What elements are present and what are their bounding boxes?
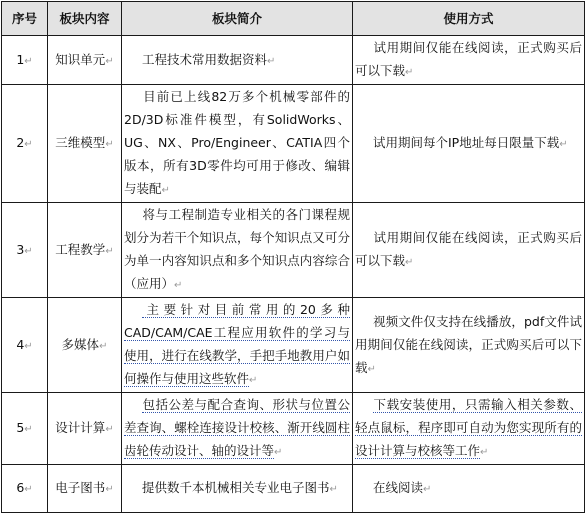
row-number-text: 4	[16, 336, 25, 352]
row-intro: 提供数千本机械相关专业电子图书↵	[122, 465, 353, 513]
row-usage: 视频文件仅支持在线播放，pdf文件试用期间仅能在线阅读，正式购买后可以下载↵	[353, 298, 585, 393]
row-number: 3↵	[2, 203, 48, 298]
row-module-text: 多媒体	[61, 336, 100, 352]
row-module: 工程教学↵	[48, 203, 122, 298]
table-header-row	[2, 2, 585, 36]
row-module-text: 电子图书	[55, 480, 106, 495]
row-number: 4↵	[2, 298, 48, 393]
row-module-text: 三维模型	[55, 135, 106, 150]
row-number-text: 1	[16, 51, 25, 67]
row-usage-text: 试用期间每个IP地址每日限量下载	[373, 135, 560, 150]
row-number-text: 5	[16, 420, 25, 435]
row-intro-text: 提供数千本机械相关专业电子图书	[142, 480, 330, 495]
row-intro: 目前已上线82万多个机械零部件的2D/3D标准件模型，有SolidWorks、UG、NX、Pro/Engineer、CATIA四个版本，所有3D零件均可用于修改、编辑与装配↵	[122, 85, 353, 203]
row-module: 多媒体↵	[48, 298, 122, 393]
row-number-text: 2	[16, 135, 25, 150]
row-usage-text: 下载安装使用，只需输入相关参数、轻点鼠标，程序即可自动为您实现所有的设计计算与校核等工作	[355, 397, 582, 458]
resource-table	[1, 1, 585, 513]
row-intro-text: 包括公差与配合查询、形状与位置公差查询、螺栓连接设计校核、渐开线圆柱齿轮传动设计、轴的设计等	[124, 397, 350, 458]
row-number: 5↵	[2, 393, 48, 465]
table-row	[2, 85, 585, 203]
row-intro-text: 主要针对目前常用的20多种CAD/CAM/CAE工程应用软件的学习与使用，进行在线教学，手把手地教用户如何操作与使用这些软件	[124, 302, 350, 386]
row-intro: 包括公差与配合查询、形状与位置公差查询、螺栓连接设计校核、渐开线圆柱齿轮传动设计、轴的设计等↵	[122, 393, 353, 465]
table-row	[2, 36, 585, 85]
row-module: 三维模型↵	[48, 85, 122, 203]
row-intro-text: 目前已上线82万多个机械零部件的2D/3D标准件模型，有SolidWorks、UG、NX、Pro/Engineer、CATIA四个版本，所有3D零件均可用于修改、编辑与装配	[124, 89, 350, 196]
header-serial-number: 序号	[2, 2, 48, 36]
row-usage-text: 试用期间仅能在线阅读，正式购买后可以下载	[355, 40, 582, 78]
row-module-text: 知识单元	[55, 51, 106, 67]
table-row	[2, 465, 585, 513]
row-intro-text: 将与工程制造专业相关的各门课程规划分为若干个知识点，每个知识点又可分为单一内容知识点和多个知识点内容综合（应用）	[124, 207, 350, 291]
row-module-text: 设计计算	[55, 420, 106, 435]
row-usage-text: 在线阅读	[373, 480, 424, 495]
row-usage: 试用期间每个IP地址每日限量下载↵	[353, 85, 585, 203]
header-usage-mode: 使用方式	[353, 2, 585, 36]
row-intro: 主要针对目前常用的20多种CAD/CAM/CAE工程应用软件的学习与使用，进行在线教学，手把手地教用户如何操作与使用这些软件↵	[122, 298, 353, 393]
row-module: 知识单元↵	[48, 36, 122, 85]
row-usage: 试用期间仅能在线阅读，正式购买后可以下载↵	[353, 203, 585, 298]
table-row	[2, 298, 585, 393]
row-usage: 下载安装使用，只需输入相关参数、轻点鼠标，程序即可自动为您实现所有的设计计算与校核等工作↵	[353, 393, 585, 465]
row-intro: 将与工程制造专业相关的各门课程规划分为若干个知识点，每个知识点又可分为单一内容知识点和多个知识点内容综合（应用）↵	[122, 203, 353, 298]
row-usage-text: 试用期间仅能在线阅读，正式购买后可以下载	[355, 230, 582, 268]
header-module-intro: 板块简介	[122, 2, 353, 36]
row-module: 设计计算↵	[48, 393, 122, 465]
row-number: 1↵	[2, 36, 48, 85]
row-intro: 工程技术常用数据资料↵	[122, 36, 353, 85]
row-usage: 在线阅读↵	[353, 465, 585, 513]
row-usage: 试用期间仅能在线阅读，正式购买后可以下载↵	[353, 36, 585, 85]
header-module-content: 板块内容	[48, 2, 122, 36]
row-usage-text: 视频文件仅支持在线播放，pdf文件试用期间仅能在线阅读，正式购买后可以下载	[355, 313, 582, 375]
table-row	[2, 393, 585, 465]
table-row	[2, 203, 585, 298]
row-number: 6↵	[2, 465, 48, 513]
row-module: 电子图书↵	[48, 465, 122, 513]
row-number: 2↵	[2, 85, 48, 203]
row-number-text: 3	[16, 241, 25, 257]
row-module-text: 工程教学	[55, 241, 106, 257]
row-number-text: 6	[16, 480, 25, 495]
row-intro-text: 工程技术常用数据资料	[142, 51, 268, 67]
